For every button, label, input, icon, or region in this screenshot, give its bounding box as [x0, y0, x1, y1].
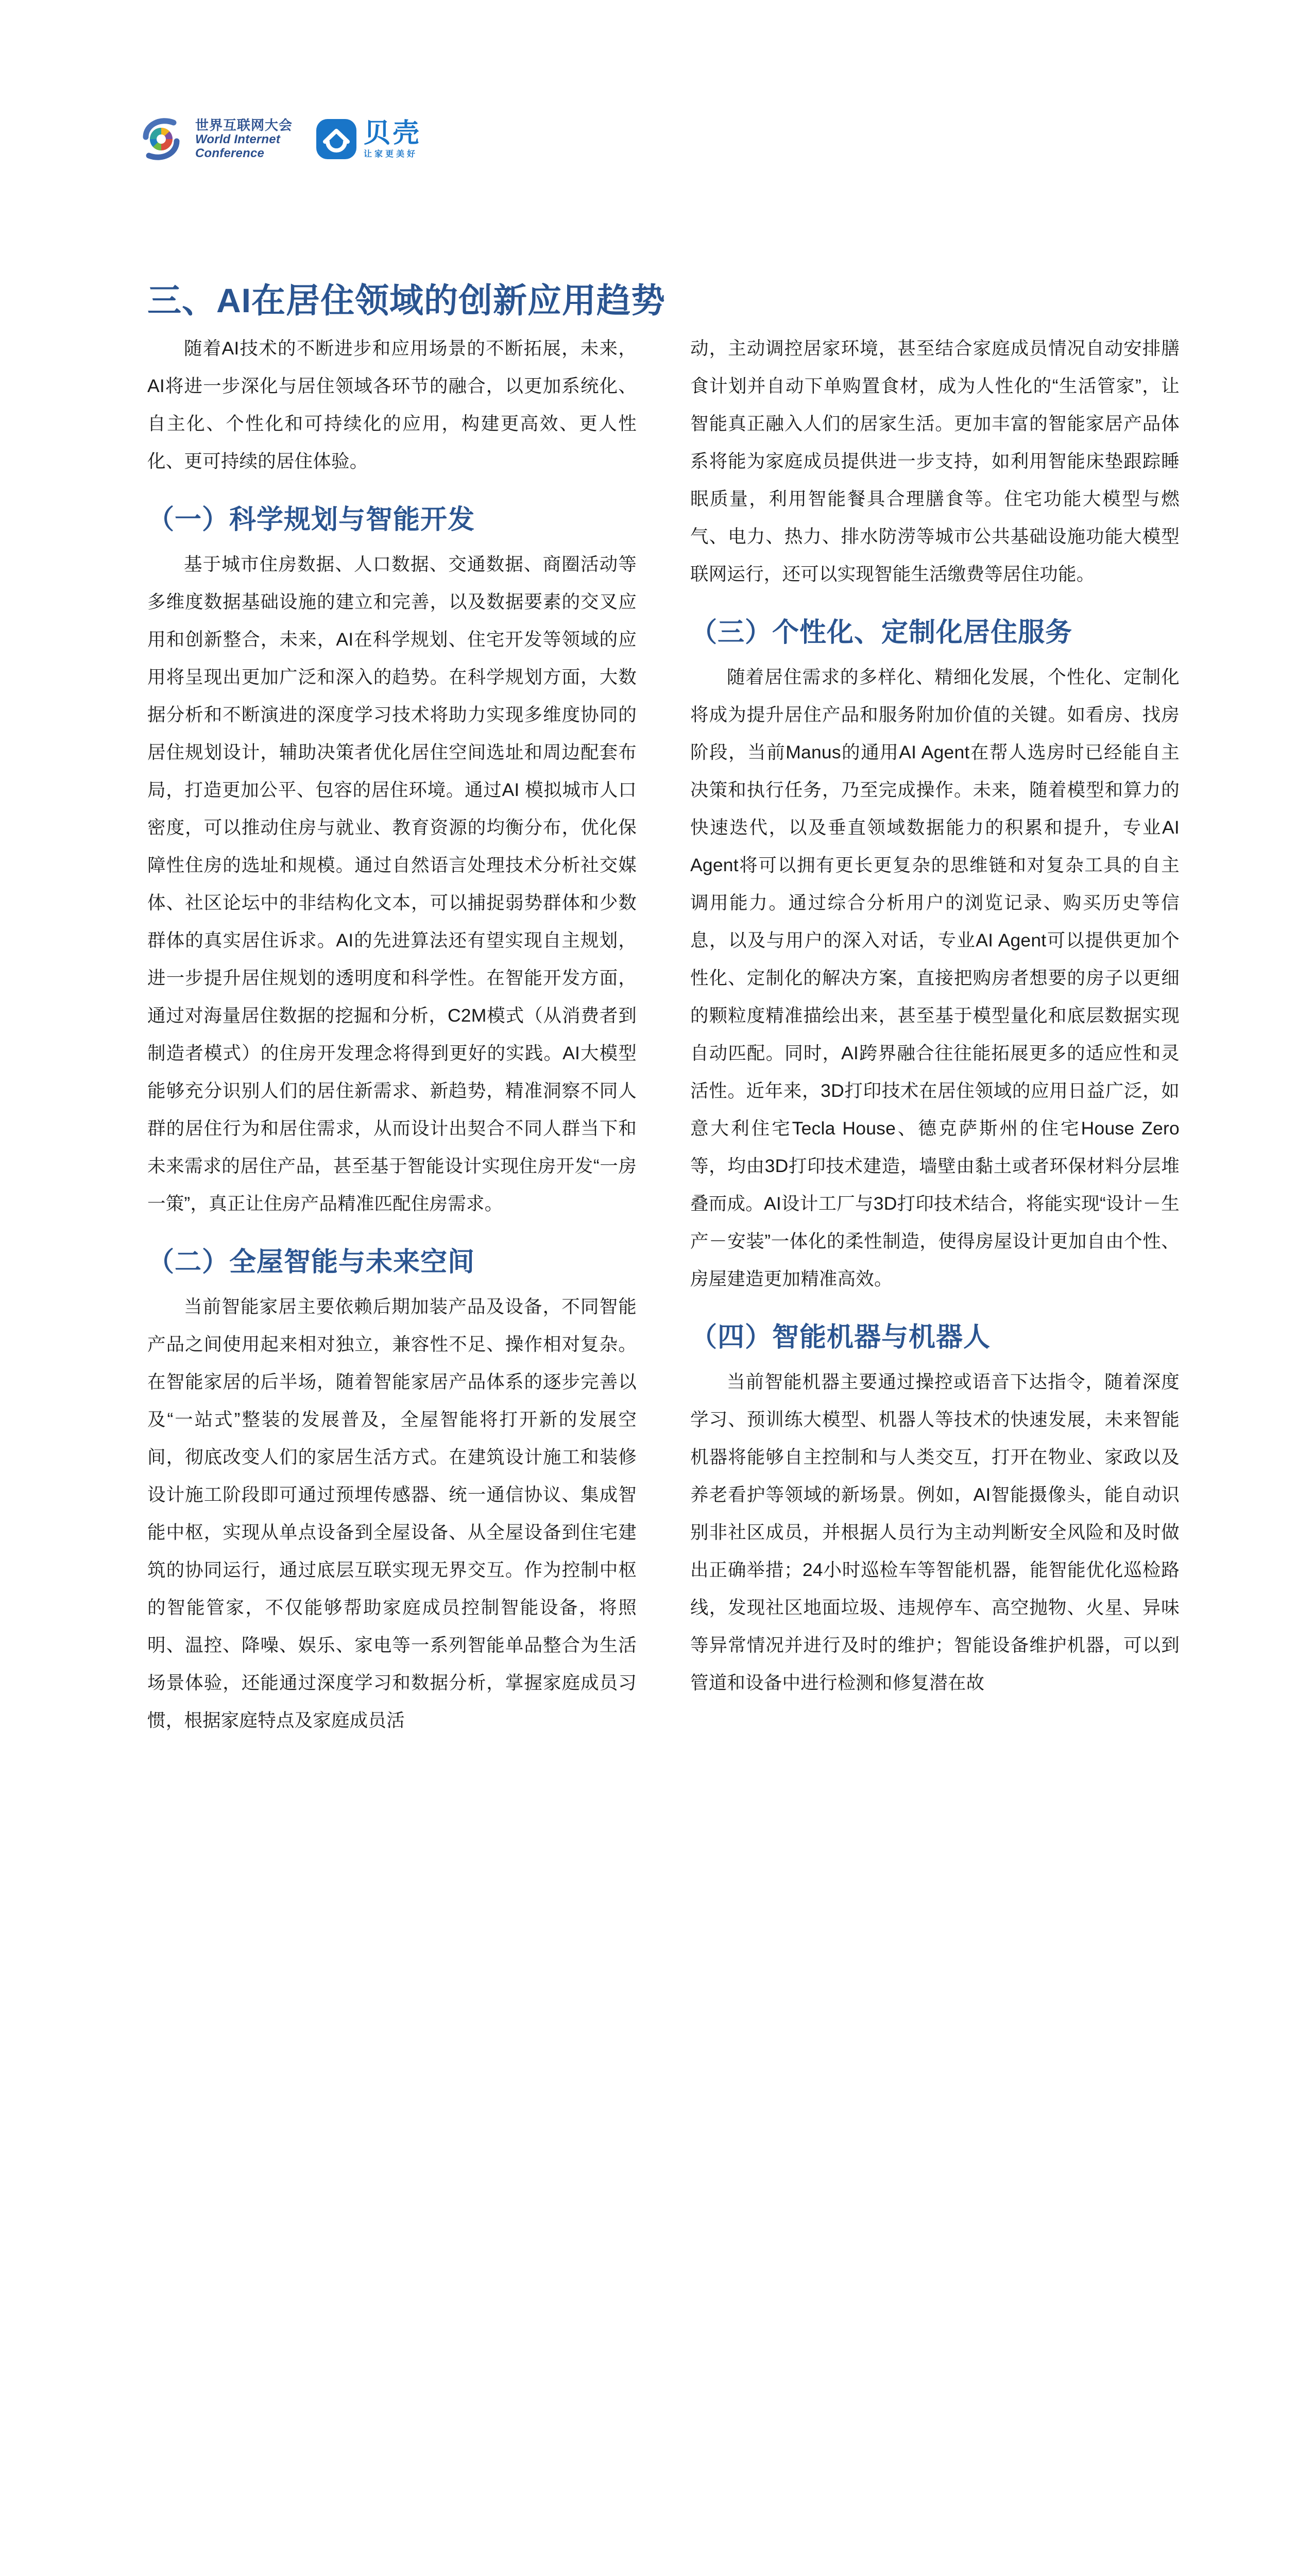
wic-logo-cn: 世界互联网大会	[195, 117, 293, 133]
section-heading-four: （四）智能机器与机器人	[690, 1323, 991, 1352]
section-two-body: 当前智能家居主要依赖后期加装产品及设备，不同智能产品之间使用起来相对独立，兼容性不足、操作相对复杂。在智能家居的后半场，随着智能家居产品体系的逐步完善以及“一站式”整装的发展普及，全屋智能将打开新的发展空间，彻底改变人们的家居生活方式。在建筑设计施工和装修设计施工阶段即可通过预埋传感器、统一通信协议、集成智能中枢，实现从单点设备到全屋设备、从全屋设备到住宅建筑的协同运行，通过底层互联实现无界交互。作为控制中枢的智能管家，不仅能够帮助家庭成员控制智能设备，将照明、温控、降噪、娱乐、家电等一系列智能单品整合为生活场景体验，还能通过深度学习和数据分析，掌握家庭成员习惯，根据家庭特点及家庭成员活	[147, 1296, 637, 1731]
beike-logo-text	[364, 120, 421, 159]
continued-paragraph: 动，主动调控居家环境，甚至结合家庭成员情况自动安排膳食计划并自动下单购置食材，成为人性化的“生活管家”，让智能真正融入人们的居家生活。更加丰富的智能家居产品体系将能为家庭成员提供进一步支持，如利用智能床垫跟踪睡眠质量，利用智能餐具合理膳食等。住宅功能大模型与燃气、电力、热力、排水防涝等城市公共基础设施功能大模型联网运行，还可以实现智能生活缴费等居住功能。	[690, 338, 1180, 584]
right-column	[690, 330, 1180, 1702]
page-footer	[0, 1749, 1314, 1780]
beike-logo	[316, 119, 421, 159]
wic-logo-en-line2: Conference	[195, 146, 265, 160]
section-heading-one: （一）科学规划与智能开发	[147, 505, 475, 535]
section-heading-two: （二）全屋智能与未来空间	[147, 1247, 475, 1277]
wic-logo-text	[195, 118, 293, 161]
beike-logo-cn: 贝壳	[364, 118, 422, 148]
section-heading-three: （三）个性化、定制化居住服务	[690, 618, 1073, 648]
section-one-body: 基于城市住房数据、人口数据、交通数据、商圈活动等多维度数据基础设施的建立和完善，以及数据要素的交叉应用和创新整合，未来，AI在科学规划、住宅开发等领域的应用将呈现出更加广泛和深入的趋势。在科学规划方面，大数据分析和不断演进的深度学习技术将助力实现多维度协同的居住规划设计，辅助决策者优化居住空间选址和周边配套布局，打造更加公平、包容的居住环境。通过AI 模拟城市人口密度，可以推动住房与就业、教育资源的均衡分布，优化保障性住房的选址和规模。通过自然语言处理技术分析社交媒体、社区论坛中的非结构化文本，可以捕捉弱势群体和少数群体的真实居住诉求。AI的先进算法还有望实现自主规划，进一步提升居住规划的透明度和科学性。在智能开发方面，通过对海量居住数据的挖掘和分析，C2M模式（从消费者到制造者模式）的住房开发理念将得到更好的实践。AI大模型能够充分识别人们的居住新需求、新趋势，精准洞察不同人群的居住行为和居住需求，从而设计出契合不同人群当下和未来需求的居住产品，甚至基于智能设计实现住房开发“一房一策”，真正让住房产品精准匹配住房需求。	[147, 554, 637, 1214]
intro-paragraph: 随着AI技术的不断进步和应用场景的不断拓展，未来，AI将进一步深化与居住领域各环节的融合，以更加系统化、自主化、个性化和可持续化的应用，构建更高效、更人性化、更可持续的居住体验。	[147, 338, 637, 471]
section-three-body: 随着居住需求的多样化、精细化发展，个性化、定制化将成为提升居住产品和服务附加价值的关键。如看房、找房阶段，当前Manus的通用AI Agent在帮人选房时已经能自主决策和执行任务，乃至完成操作。未来，随着模型和算力的快速迭代，以及垂直领域数据能力的积累和提升，专业AI Agent将可以拥有更长更复杂的思维链和对复杂工具的自主调用能力。通过综合分析用户的浏览记录、购买历史等信息，以及与用户的深入对话，专业AI Agent可以提供更加个性化、定制化的解决方案，直接把购房者想要的房子以更细的颗粒度精准描绘出来，甚至基于模型量化和底层数据实现自动匹配。同时，AI跨界融合往往能拓展更多的适应性和灵活性。近年来，3D打印技术在居住领域的应用日益广泛，如意大利住宅Tecla House、德克萨斯州的住宅House Zero等，均由3D打印技术建造，墙壁由黏土或者环保材料分层堆叠而成。AI设计工厂与3D打印技术结合，将能实现“设计－生产－安装”一体化的柔性制造，使得房屋设计更加自由个性、房屋建造更加精准高效。	[690, 667, 1180, 1289]
wic-logo-en-line1: World Internet	[195, 132, 281, 146]
section-four-body: 当前智能机器主要通过操控或语音下达指令，随着深度学习、预训练大模型、机器人等技术的快速发展，未来智能机器将能够自主控制和与人类交互，打开在物业、家政以及养老看护等领域的新场景。例如，AI智能摄像头，能自动识别非社区成员，并根据人员行为主动判断安全风险和及时做出正确举措；24小时巡检车等智能机器，能智能优化巡检路线，发现社区地面垃圾、违规停车、高空抛物、火星、异味等异常情况并进行及时的维护；智能设备维护机器，可以到管道和设备中进行检测和修复潜在故	[690, 1371, 1180, 1693]
header-logo-bar	[136, 114, 421, 164]
beike-logo-tagline: 让家更美好	[364, 149, 418, 159]
page-title: 三、AI在居住领域的创新应用趋势	[147, 281, 665, 320]
beike-house-icon	[316, 119, 356, 159]
world-internet-conference-logo	[136, 114, 293, 164]
left-column	[147, 330, 637, 1739]
wic-globe-icon	[136, 114, 186, 164]
